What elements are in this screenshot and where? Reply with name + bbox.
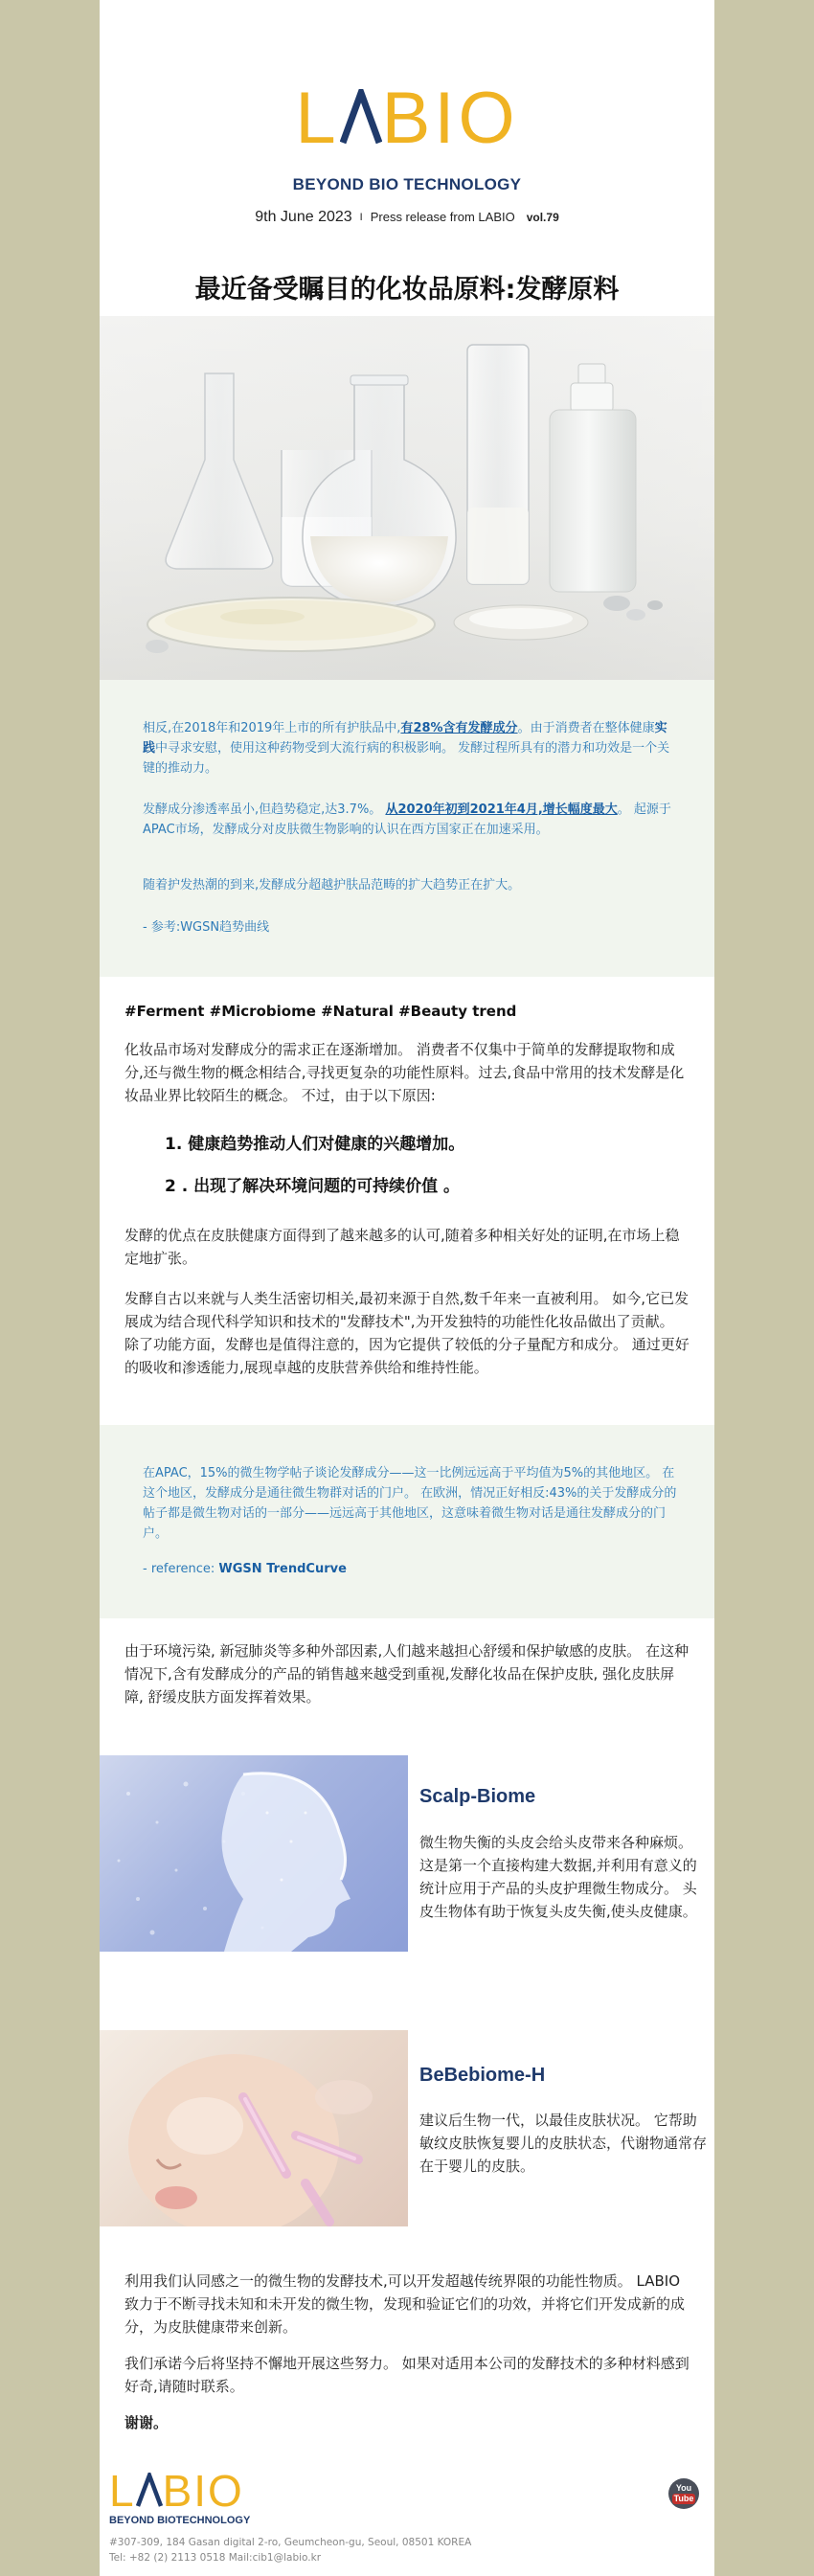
- benefit-paragraph: 发酵的优点在皮肤健康方面得到了越来越多的认可,随着多种相关好处的证明,在市场上稳定地扩张。: [124, 1227, 680, 1267]
- issue-volume: vol.79: [526, 211, 559, 224]
- stats-paragraph-1: 相反,在2018年和2019年上市的所有护肤品中,有28%含有发酵成分。由于消费者在整体健康实践中寻求安慰，使用这种药物受到大流行病的积极影响。 发酵过程所具有的潜力和功效是一个关键的推动力。: [143, 721, 670, 776]
- bebebiome-image: [100, 2030, 408, 2226]
- scalp-biome-image: [100, 1755, 408, 1952]
- history-paragraph: 发酵自古以来就与人类生活密切相关,最初来源于自然,数千年来一直被利用。 如今,它已发展成为结合现代科学知识和技术的"发酵技术",为开发独特的功能性化妆品做出了贡献。 除了功能方面，发酵也是值得注意的，因为它提供了较低的分子量配方和成分。 通过更好的吸收和渗透能力,展现卓越的皮肤营养供给和维持性能。: [124, 1290, 690, 1376]
- reason-2: 2 . 出现了解决环境问题的可持续价值 。: [165, 1177, 461, 1196]
- intro-paragraph: 化妆品市场对发酵成分的需求正在逐渐增加。 消费者不仅集中于简单的发酵提取物和成分,还与微生物的概念相结合,寻找更复杂的功能性原料。过去,食品中常用的技术发酵是化妆品业界比较陌生的概念。 不过，由于以下原因:: [124, 1041, 685, 1104]
- stats-reference-1: - 参考:WGSN趋势曲线: [143, 920, 270, 935]
- brand-tagline: BEYOND BIO TECHNOLOGY: [292, 175, 522, 193]
- footer-contact[interactable]: Tel: +82 (2) 2113 0518 Mail:cib1@labio.kr: [109, 2552, 322, 2564]
- highlight-28-percent: 有28%含有发酵成分: [400, 721, 518, 735]
- stats-apac-paragraph: 在APAC，15%的微生物学帖子谈论发酵成分——这一比例远远高于平均值为5%的其他地区。 在这个地区，发酵成分是通往微生物群对话的门户。 在欧洲，情况正好相反:43%的关于发酵成分的帖子都是微生物对话的一部分——远远高于其他地区，这意味着微生物对话是通往发酵成分的门户。: [143, 1466, 677, 1541]
- footer-lambda-mark: [136, 2472, 163, 2506]
- logo-lambda-mark: [340, 87, 382, 143]
- hashtags: #Ferment #Microbiome #Natural #Beauty trend: [124, 1003, 517, 1020]
- product-desc-bebebiome: 建议后生物一代，以最佳皮肤状况。 它帮助敏纹皮肤恢复婴儿的皮肤状态，代谢物通常存在于婴儿的皮肤。: [419, 2112, 708, 2175]
- closing-paragraph-1: 利用我们认同感之一的微生物的发酵技术,可以开发超越传统界限的功能性物质。 LABIO致力于不断寻找未知和未开发的微生物，发现和验证它们的功效，并将它们开发成新的成分，为皮肤健康带来创新。: [124, 2272, 686, 2336]
- stats-section-2: [100, 1425, 714, 1618]
- footer-address-block: [109, 2535, 471, 2565]
- youtube-icon[interactable]: You Tube: [668, 2478, 699, 2509]
- dateline-separator: I: [359, 212, 363, 223]
- footer-address: #307-309, 184 Gasan digital 2-ro, Geumcheon-gu, Seoul, 08501 KOREA: [109, 2537, 472, 2548]
- press-source: Press release from LABIO: [370, 210, 515, 224]
- stats-paragraph-3: 随着护发热潮的到来,发酵成分超越护肤品范畴的扩大趋势正在扩大。: [143, 878, 521, 893]
- footer-labio-logo[interactable]: L BIO: [109, 2466, 244, 2516]
- labio-logo[interactable]: [100, 78, 714, 159]
- logo-letters-bio: BIO: [381, 78, 519, 159]
- closing-paragraph-2: 我们承诺今后将坚持不懈地开展这些努力。 如果对适用本公司的发酵技术的多种材料感到好奇,请随时联系。: [124, 2355, 690, 2395]
- article-title: 最近备受瞩目的化妆品原料:发酵原料: [194, 275, 620, 305]
- highlight-growth-period: 从2020年初到2021年4月,增长幅度最大: [385, 802, 618, 817]
- reason-1: 1. 健康趋势推动人们对健康的兴趣增加。: [165, 1135, 465, 1154]
- product-desc-scalp-biome: 微生物失衡的头皮会给头皮带来各种麻烦。 这是第一个直接构建大数据,并利用有意义的统计应用于产品的头皮护理微生物成分。 头皮生物体有助于恢复头皮失衡,使头皮健康。: [419, 1834, 697, 1920]
- issue-date: 9th June 2023: [255, 209, 352, 225]
- closing-thanks: 谢谢。: [124, 2414, 169, 2431]
- product-name-scalp-biome: Scalp-Biome: [419, 1786, 536, 1807]
- newsletter-page: [100, 0, 714, 2576]
- stats-reference-2: - reference: WGSN TrendCurve: [143, 1562, 347, 1576]
- stats-paragraph-2: 发酵成分渗透率虽小,但趋势稳定,达3.7%。 从2020年初到2021年4月,增长幅度最大。 起源于APAC市场，发酵成分对皮肤微生物影响的认识在西方国家正在加速采用。: [143, 802, 671, 837]
- stats-section-1: [100, 680, 714, 977]
- logo-letter-l: L: [295, 78, 340, 159]
- footer-tagline: BEYOND BIOTECHNOLOGY: [109, 2515, 251, 2526]
- product-name-bebebiome: BeBebiome-H: [419, 2065, 546, 2086]
- hero-glassware-image: [100, 316, 714, 680]
- environment-paragraph: 由于环境污染, 新冠肺炎等多种外部因素,人们越来越担心舒缓和保护敏感的皮肤。 在这种情况下,含有发酵成分的产品的销售越来越受到重视,发酵化妆品在保护皮肤, 强化皮肤屏障, 舒缓皮肤方面发挥着效果。: [124, 1642, 690, 1706]
- press-dateline: [100, 209, 714, 226]
